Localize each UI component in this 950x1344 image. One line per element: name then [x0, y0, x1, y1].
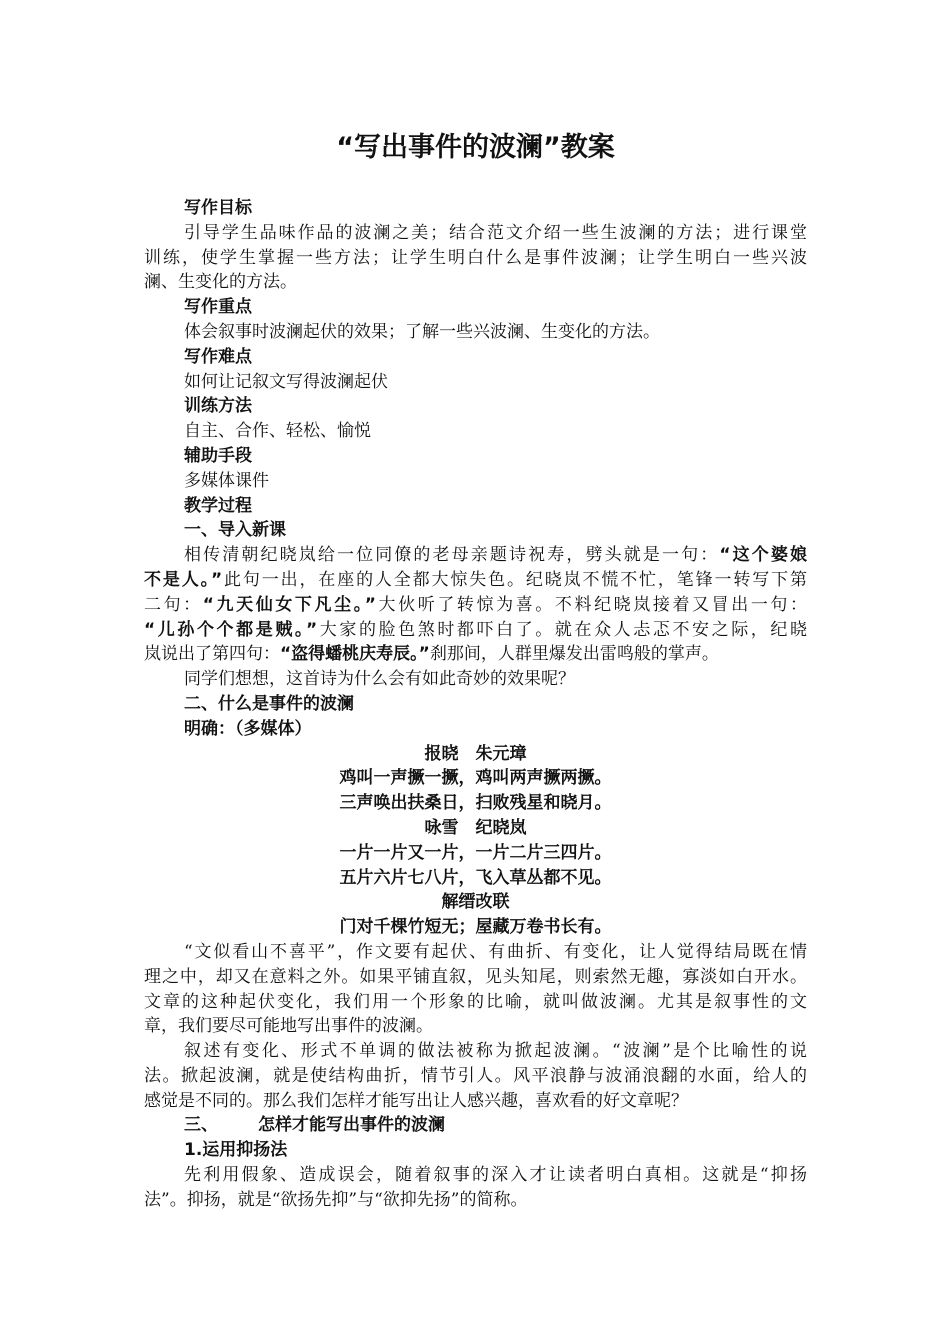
paragraph-line: 法。掀起波澜，就是使结构曲折，情节引人。风平浪静与波涌浪翻的水面，给人的: [144, 1065, 807, 1086]
story-line: [144, 593, 807, 618]
clarify-label: 明确：（多媒体）: [184, 718, 312, 739]
story-line: [144, 568, 807, 593]
poem-line: 门对千棵竹短无；屋藏万卷书长有。: [339, 917, 612, 938]
method-heading: 训练方法: [184, 396, 252, 417]
paragraph-line: 章，我们要尽可能地写出事件的波澜。: [144, 1016, 433, 1037]
aid-text: 多媒体课件: [184, 470, 269, 491]
section-2-heading: 二、什么是事件的波澜: [184, 693, 354, 714]
paragraph-line: 感觉是不同的。那么我们怎样才能写出让人感兴趣，喜欢看的好文章呢？: [144, 1090, 688, 1111]
key-text: 体会叙事时波澜起伏的效果；了解一些兴波澜、生变化的方法。: [184, 321, 660, 342]
story-text: 此句一出，在座的人全都大惊失色。纪晓岚不慌不忙，笔锋一转写下第: [222, 569, 807, 590]
paragraph-line: 文章的这种起伏变化，我们用一个形象的比喻，就叫做波澜。尤其是叙事性的文: [144, 991, 807, 1012]
section-3-heading: [144, 1113, 807, 1138]
quote-1: “这个婆娘: [719, 545, 807, 566]
process-heading: 教学过程: [184, 495, 252, 516]
story-line: [144, 543, 807, 568]
story-text: 岚说出了第四句：: [144, 644, 280, 665]
page-title: “写出事件的波澜”教案: [336, 132, 615, 163]
aid-heading: 辅助手段: [184, 445, 252, 466]
question-line: 同学们想想，这首诗为什么会有如此奇妙的效果呢？: [184, 669, 575, 690]
key-heading: 写作重点: [184, 297, 252, 318]
method-text: 自主、合作、轻松、愉悦: [184, 421, 371, 442]
quote-4: “盗得蟠桃庆寿辰。”: [280, 644, 430, 665]
paragraph-line: 先利用假象、造成误会，随着叙事的深入才让读者明白真相。这就是“抑扬: [184, 1165, 807, 1186]
poem-title: 报晓 朱元璋: [424, 743, 527, 764]
poem-line: 三声唤出扶桑日，扫败残星和晓月。: [339, 793, 612, 814]
goal-text-line: 引导学生品味作品的波澜之美；结合范文介绍一些生波澜的方法；进行课堂: [184, 222, 807, 243]
section-3-number: 三、: [184, 1115, 218, 1136]
goal-text-line: 训练，使学生掌握一些方法；让学生明白什么是事件波澜；让学生明白一些兴波: [144, 247, 807, 268]
quote-1-end: 不是人。”: [144, 569, 223, 590]
paragraph-line: “文似看山不喜平”，作文要有起伏、有曲折、有变化，让人觉得结局既在情: [184, 941, 807, 962]
story-line: [144, 618, 807, 643]
goal-heading: 写作目标: [184, 198, 252, 218]
subsection-heading: 1.运用抑扬法: [184, 1140, 288, 1161]
difficulty-heading: 写作难点: [184, 346, 252, 367]
poem-title: 解缙改联: [441, 892, 510, 913]
paragraph-line: 法”。抑扬，就是“欲扬先抑”与“欲抑先扬”的简称。: [144, 1189, 528, 1210]
story-text: 相传清朝纪晓岚给一位同僚的老母亲题诗祝寿，劈头就是一句：: [184, 545, 720, 566]
difficulty-text: 如何让记叙文写得波澜起伏: [184, 371, 388, 392]
quote-3: “儿孙个个都是贼。”: [144, 619, 318, 640]
story-text: 刹那间，人群里爆发出雷鸣般的掌声。: [429, 644, 719, 665]
story-text: 二句：: [144, 594, 203, 615]
paragraph-line: 理之中，却又在意料之外。如果平铺直叙，见头知尾，则索然无趣，寡淡如白开水。: [144, 966, 807, 987]
quote-2: “九天仙女下凡尘。”: [202, 594, 376, 615]
goal-text-line: 澜、生变化的方法。: [144, 272, 297, 293]
poem-line: 一片一片又一片，一片二片三四片。: [339, 842, 612, 863]
section-1-heading: 一、导入新课: [184, 520, 286, 541]
section-3-title: 怎样才能写出事件的波澜: [258, 1115, 445, 1136]
poem-line: 鸡叫一声撅一撅，鸡叫两声撅两撅。: [339, 768, 612, 789]
paragraph-line: 叙述有变化、形式不单调的做法被称为掀起波澜。“波澜”是个比喻性的说: [184, 1041, 807, 1062]
poem-title: 咏雪 纪晓岚: [424, 817, 527, 838]
story-text: 大家的脸色煞时都吓白了。就在众人忐忑不安之际，纪晓: [317, 619, 807, 640]
poem-line: 五片六片七八片，飞入草丛都不见。: [339, 867, 612, 888]
story-line: [144, 642, 807, 667]
document-body: [144, 196, 807, 1213]
story-text: 大伙听了转惊为喜。不料纪晓岚接着又冒出一句：: [375, 594, 808, 615]
